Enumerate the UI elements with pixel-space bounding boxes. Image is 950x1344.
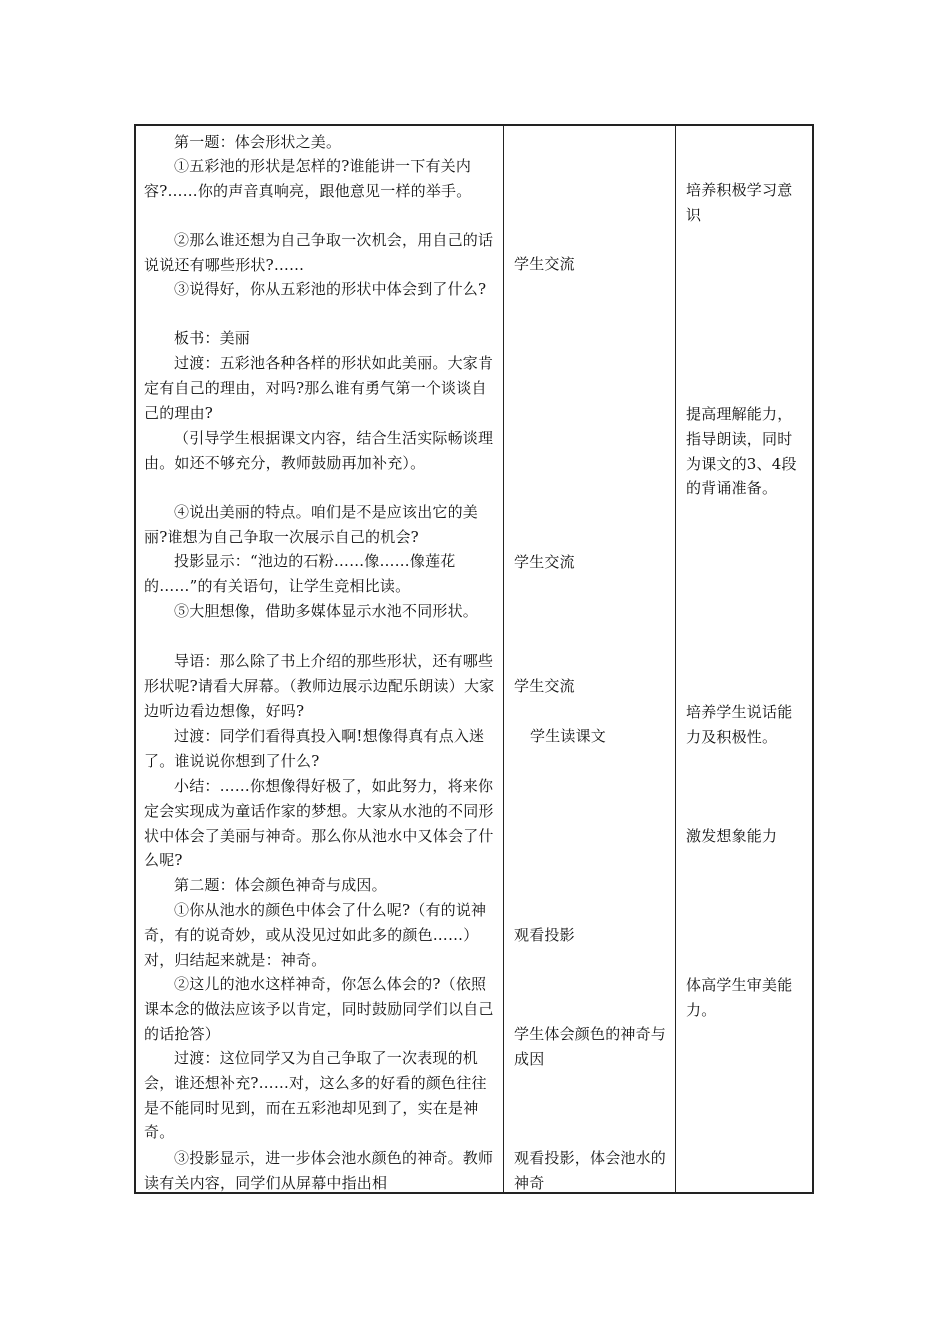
paragraph-topic-2: 第二题：体会颜色神奇与成因。	[174, 876, 387, 894]
activity-item: 学生交流	[514, 677, 575, 695]
paragraph-transition-3: 过渡：这位同学又为自己争取了一次表现的机会，谁还想补充?……对，这么多的好看的颜色往往是不能同时见到，而在五彩池却见到了，实在是神奇。	[144, 1049, 487, 1142]
intent-item: 培养积极学习意识	[686, 181, 793, 224]
column-divider	[503, 126, 504, 1192]
teaching-process-column	[144, 126, 496, 1192]
column-divider	[675, 126, 676, 1192]
activity-item: 学生交流	[514, 553, 575, 571]
paragraph-question-4: ④说出美丽的特点。咱们是不是应该出它的美丽?谁想为自己争取一次展示自己的机会?	[144, 503, 479, 546]
intent-item: 体高学生审美能力。	[686, 976, 793, 1019]
paragraph-projection-2: ③投影显示，进一步体会池水颜色的神奇。教师读有关内容，同学们从屏幕中指出相	[144, 1149, 494, 1192]
activity-item: 学生交流	[514, 255, 575, 273]
activity-item: 观看投影，体会池水的神奇	[514, 1149, 667, 1192]
paragraph-transition-1: 过渡：五彩池各种各样的形状如此美丽。大家肯定有自己的理由，对吗?那么谁有勇气第一个谈谈自己的理由?	[144, 354, 494, 422]
paragraph-board-note: 板书：美丽	[174, 329, 251, 347]
paragraph-intro-speech: 导语：那么除了书上介绍的那些形状，还有哪些形状呢?请看大屏幕。（教师边展示边配乐朗读）大家边听边看边想像，好吗?	[144, 652, 495, 720]
paragraph-color-1: ①你从池水的颜色中体会了什么呢?（有的说神奇，有的说奇妙，或从没见过如此多的颜色……）对，归结起来就是：神奇。	[144, 901, 487, 969]
paragraph-topic-1: 第一题：体会形状之美。	[174, 133, 342, 151]
paragraph-summary: 小结：……你想像得好极了，如此努力，将来你定会实现成为童话作家的梦想。大家从水池的不同形状中体会了美丽与神奇。那么你从池水中又体会了什么呢?	[144, 777, 494, 870]
paragraph-question-1: ①五彩池的形状是怎样的?谁能讲一下有关内容?……你的声音真响亮，跟他意见一样的举手。	[144, 157, 472, 200]
paragraph-question-3: ③说得好，你从五彩池的形状中体会到了什么?	[174, 280, 487, 298]
intent-item: 激发想象能力	[686, 827, 778, 845]
paragraph-question-5: ⑤大胆想像，借助多媒体显示水池不同形状。	[174, 602, 479, 620]
design-intent-column	[686, 126, 806, 1192]
paragraph-projection-1: 投影显示：“池边的石粉……像……像莲花的……”的有关语句，让学生竞相比读。	[144, 552, 456, 595]
activity-item: 学生读课文	[530, 727, 607, 745]
student-activity-column	[514, 126, 669, 1192]
paragraph-transition-2: 过渡：同学们看得真投入啊!想像得真有点入迷了。谁说说你想到了什么?	[144, 727, 485, 770]
intent-item: 培养学生说话能力及积极性。	[686, 703, 793, 746]
activity-item: 观看投影	[514, 926, 575, 944]
intent-item: 提高理解能力，指导朗读，同时为课文的3、4段的背诵准备。	[686, 405, 797, 498]
paragraph-guidance: （引导学生根据课文内容，结合生活实际畅谈理由。如还不够充分，教师鼓励再加补充）。	[144, 429, 494, 472]
lesson-plan-table	[134, 124, 814, 1194]
paragraph-question-2: ②那么谁还想为自己争取一次机会，用自己的话说说还有哪些形状?……	[144, 231, 494, 274]
activity-item: 学生体会颜色的神奇与成因	[514, 1025, 667, 1068]
paragraph-color-2: ②这儿的池水这样神奇，你怎么体会的?（依照课本念的做法应该予以肯定，同时鼓励同学们以自己的话抢答）	[144, 975, 494, 1043]
